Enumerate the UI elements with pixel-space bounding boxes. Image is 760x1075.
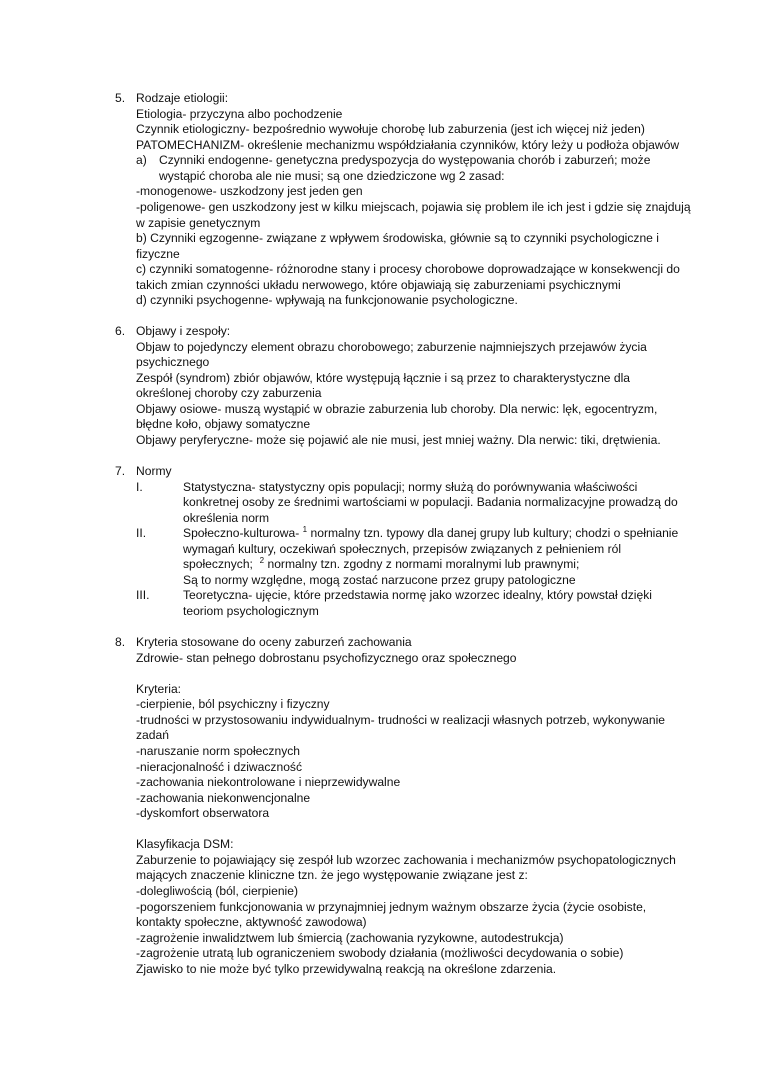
section-heading: Normy bbox=[136, 464, 172, 478]
list-item: -naruszanie norm społecznych bbox=[136, 744, 301, 758]
text-line: kontakty społeczne, aktywność zawodowa) bbox=[136, 915, 367, 929]
text-line: -monogenowe- uszkodzony jest jeden gen bbox=[136, 184, 363, 198]
section-heading: Rodzaje etiologii: bbox=[136, 91, 229, 105]
text-line: Czynniki endogenne- genetyczna predyspozycja do występowania chorób i zaburzeń; może bbox=[159, 153, 651, 167]
section-heading: Kryteria stosowane do oceny zaburzeń zachowania bbox=[136, 635, 412, 649]
text-line: Są to normy względne, mogą zostać narzucone przez grupy patologiczne bbox=[183, 573, 576, 587]
text-line: Objaw to pojedynczy element obrazu chorobowego; zaburzenie najmniejszych przejawów życia bbox=[136, 340, 647, 354]
text-line: Objawy osiowe- muszą wystąpić w obrazie zaburzenia lub choroby. Dla nerwic: lęk, egocentryzm, bbox=[136, 402, 658, 416]
list-item: -zagrożenie utratą lub ograniczeniem swobody działania (możliwości decydowania o sobie) bbox=[136, 946, 624, 960]
text-line: takich zmian czynności układu nerwowego, które objawiają się zaburzeniami psychicznymi bbox=[136, 278, 621, 292]
text-line: d) czynniki psychogenne- wpływają na funkcjonowanie psychologiczne. bbox=[136, 293, 518, 307]
text-line: wymagań kultury, oczekiwań społecznych, przepisów związanych z pełnieniem ról bbox=[183, 542, 622, 556]
section-number: 6. bbox=[115, 324, 126, 338]
text-line: Objawy peryferyczne- może się pojawić ale nie musi, jest mniej ważny. Dla nerwic: tiki, drętwienia. bbox=[136, 433, 661, 447]
list-item: -nieracjonalność i dziwaczność bbox=[136, 760, 303, 774]
text-line bbox=[183, 557, 579, 573]
text-line: konkretnej osoby ze średnimi wartościami w populacji. Badania normalizacyjne prowadzą do bbox=[183, 495, 678, 509]
list-item: -zagrożenie inwalidztwem lub śmiercią (zachowania ryzykowne, autodestrukcja) bbox=[136, 931, 564, 945]
text-line: wystąpić choroba ale nie musi; są one dziedziczone wg 2 zasad: bbox=[159, 169, 505, 183]
roman-numeral: I. bbox=[136, 480, 143, 494]
text-fragment: normalny tzn. zgodny z normami moralnymi lub prawnymi; bbox=[267, 557, 580, 571]
text-line: w zapisie genetycznym bbox=[136, 216, 261, 230]
list-item: -dolegliwością (ból, cierpienie) bbox=[136, 884, 298, 898]
text-line: zadań bbox=[136, 728, 169, 742]
list-item: -zachowania niekontrolowane i nieprzewidywalne bbox=[136, 775, 401, 789]
subheading: Klasyfikacja DSM: bbox=[136, 837, 234, 851]
list-item: -cierpienie, ból psychiczny i fizyczny bbox=[136, 697, 330, 711]
text-line: określenia norm bbox=[183, 511, 270, 525]
text-line: Zaburzenie to pojawiający się zespół lub wzorzec zachowania i mechanizmów psychopatologicznych bbox=[136, 853, 676, 867]
text-line: b) Czynniki egzogenne- związane z wpływem środowiska, głównie są to czynniki psychologiczne i bbox=[136, 231, 659, 245]
text-line: Zdrowie- stan pełnego dobrostanu psychofizycznego oraz społecznego bbox=[136, 651, 517, 665]
text-line bbox=[183, 526, 678, 542]
text-fragment: społecznych; bbox=[183, 557, 253, 571]
text-line: c) czynniki somatogenne- różnorodne stany i procesy chorobowe doprowadzające w konsekwencji do bbox=[136, 262, 680, 276]
text-line: Etiologia- przyczyna albo pochodzenie bbox=[136, 107, 343, 121]
roman-numeral: III. bbox=[136, 588, 150, 602]
text-line: określonej choroby czy zaburzenia bbox=[136, 386, 322, 400]
text-line: psychicznego bbox=[136, 355, 210, 369]
footnote-marker: 2 bbox=[259, 556, 265, 565]
text-line: Czynnik etiologiczny- bezpośrednio wywołuje chorobę lub zaburzenia (jest ich więcej niż jeden) bbox=[136, 122, 645, 136]
section-number: 5. bbox=[115, 91, 126, 105]
text-line: Teoretyczna- ujęcie, które przedstawia normę jako wzorzec idealny, który powstał dzięki bbox=[183, 588, 652, 602]
section-heading: Objawy i zespoły: bbox=[136, 324, 231, 338]
subheading: Kryteria: bbox=[136, 682, 182, 696]
text-line: teoriom psychologicznym bbox=[183, 604, 319, 618]
list-item: -dyskomfort obserwatora bbox=[136, 806, 270, 820]
list-item: -zachowania niekonwencjonalne bbox=[136, 791, 311, 805]
list-item: -pogorszeniem funkcjonowania w przynajmniej jednym ważnym obszarze życia (życie osobiste, bbox=[136, 900, 647, 914]
text-line: mających znaczenie kliniczne tzn. że jego występowanie związane jest z: bbox=[136, 868, 528, 882]
text-line: fizyczne bbox=[136, 247, 180, 261]
list-item: -trudności w przystosowaniu indywidualnym- trudności w realizacji własnych potrzeb, wykonywanie bbox=[136, 713, 665, 727]
section-number: 7. bbox=[115, 464, 126, 478]
footnote-marker: 1 bbox=[302, 525, 308, 534]
text-fragment: normalny tzn. typowy dla danej grupy lub kultury; chodzi o spełnianie bbox=[310, 526, 679, 540]
list-marker: a) bbox=[136, 153, 147, 167]
section-number: 8. bbox=[115, 635, 126, 649]
text-line: -poligenowe- gen uszkodzony jest w kilku miejscach, pojawia się problem ile ich jest i gdzie się znajdują bbox=[136, 200, 691, 214]
text-line: Statystyczna- statystyczny opis populacji; normy służą do porównywania właściwości bbox=[183, 480, 638, 494]
text-fragment: Społeczno-kulturowa- bbox=[183, 526, 300, 540]
text-line: PATOMECHANIZM- określenie mechanizmu współdziałania czynników, który leży u podłoża objawów bbox=[136, 138, 680, 152]
roman-numeral: II. bbox=[136, 526, 147, 540]
text-line: Zespół (syndrom) zbiór objawów, które występują łącznie i są przez to charakterystyczne dla bbox=[136, 371, 631, 385]
text-line: błędne koło, objawy somatyczne bbox=[136, 417, 311, 431]
text-line: Zjawisko to nie może być tylko przewidywalną reakcją na określone zdarzenia. bbox=[136, 962, 557, 976]
